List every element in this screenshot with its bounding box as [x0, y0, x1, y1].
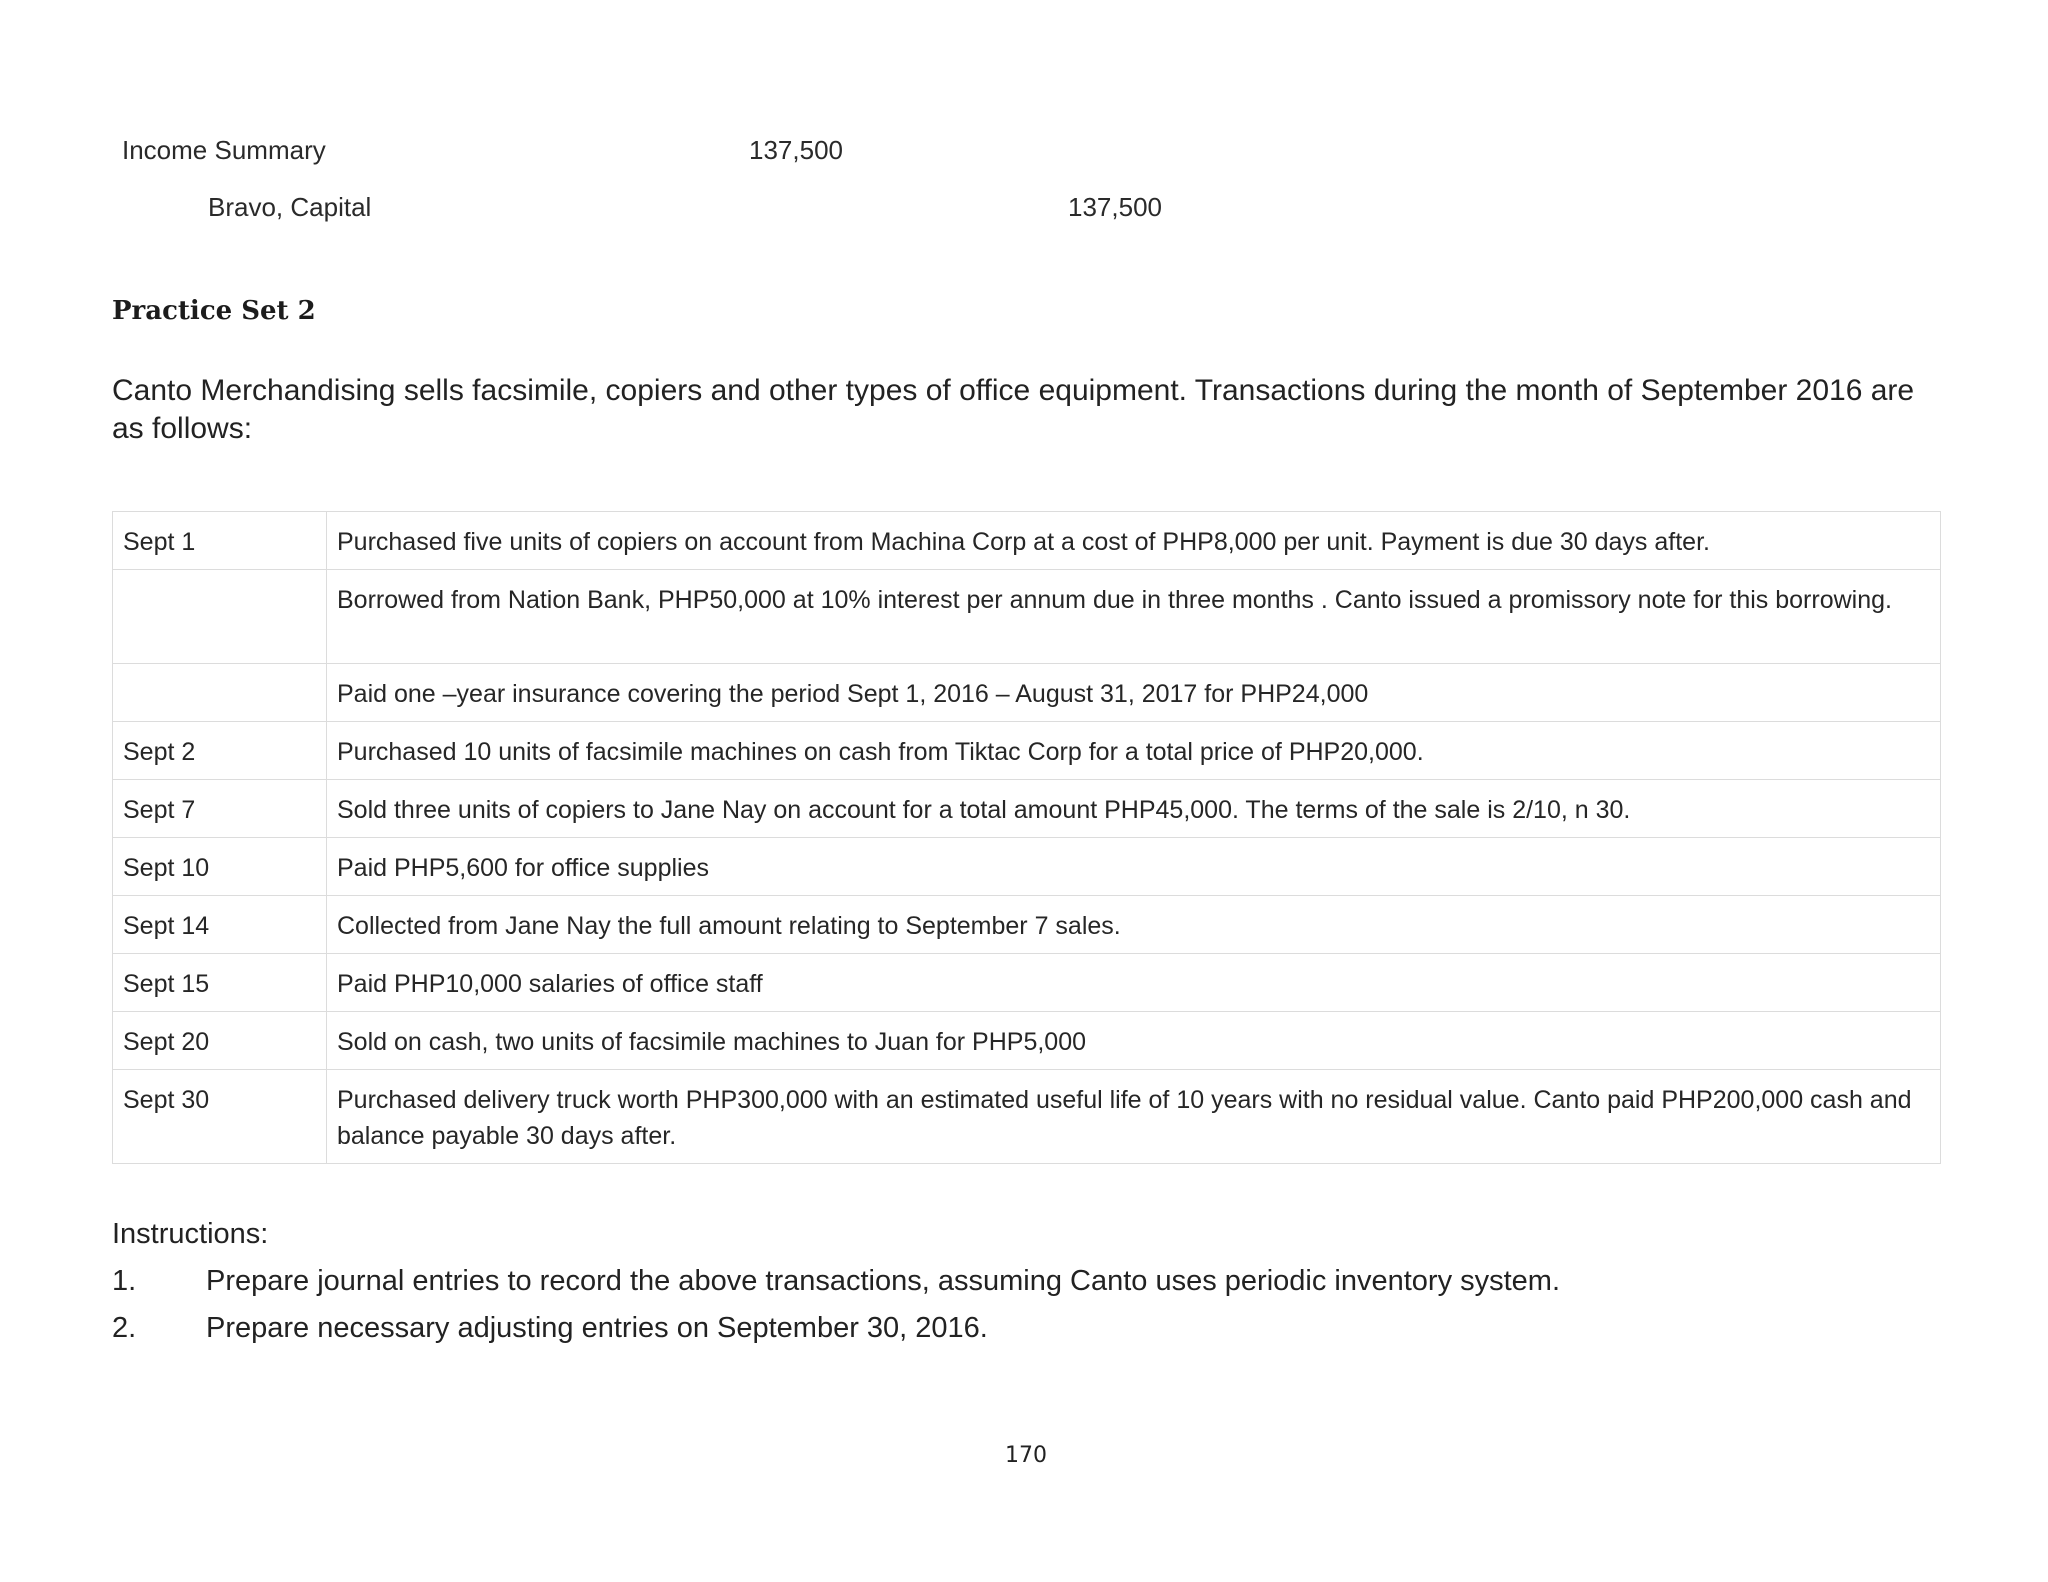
table-row [113, 838, 1941, 896]
table-row [113, 664, 1941, 722]
table-row [113, 570, 1941, 664]
table-row [113, 1070, 1941, 1164]
transaction-date: Sept 10 [113, 838, 327, 896]
transaction-description: Collected from Jane Nay the full amount relating to September 7 sales. [327, 896, 1941, 954]
journal-debit-account: Income Summary [122, 135, 326, 165]
journal-credit-account: Bravo, Capital [208, 192, 372, 222]
transaction-description: Purchased delivery truck worth PHP300,000 with an estimated useful life of 10 years with no residual value. Canto paid PHP200,000 cash and balance payable 30 days after. [327, 1070, 1941, 1164]
instruction-text: Prepare necessary adjusting entries on September 30, 2016. [206, 1312, 988, 1344]
transaction-description: Paid PHP10,000 salaries of office staff [327, 954, 1941, 1012]
transaction-description: Borrowed from Nation Bank, PHP50,000 at 10% interest per annum due in three months . Canto issued a promissory note for this borrowing. [327, 570, 1941, 664]
transaction-date: Sept 15 [113, 954, 327, 1012]
table-row [113, 512, 1941, 570]
transaction-description: Paid PHP5,600 for office supplies [327, 838, 1941, 896]
transaction-date: Sept 1 [113, 512, 327, 570]
transaction-date: Sept 2 [113, 722, 327, 780]
instruction-number: 1. [112, 1265, 137, 1297]
transaction-description: Purchased five units of copiers on account from Machina Corp at a cost of PHP8,000 per unit. Payment is due 30 days after. [327, 512, 1941, 570]
table-row [113, 780, 1941, 838]
transaction-date [113, 570, 327, 664]
table-row [113, 896, 1941, 954]
instruction-number: 2. [112, 1312, 137, 1344]
transaction-date: Sept 7 [113, 780, 327, 838]
transaction-date: Sept 20 [113, 1012, 327, 1070]
transaction-description: Sold three units of copiers to Jane Nay on account for a total amount PHP45,000. The terms of the sale is 2/10, n 30. [327, 780, 1941, 838]
transaction-description: Purchased 10 units of facsimile machines on cash from Tiktac Corp for a total price of PHP20,000. [327, 722, 1941, 780]
transaction-date: Sept 30 [113, 1070, 327, 1164]
instruction-text: Prepare journal entries to record the above transactions, assuming Canto uses periodic inventory system. [206, 1265, 1561, 1297]
page-number: 170 [1005, 1443, 1047, 1468]
transaction-description: Paid one –year insurance covering the period Sept 1, 2016 – August 31, 2017 for PHP24,000 [327, 664, 1941, 722]
journal-debit-amount: 137,500 [749, 135, 843, 165]
table-row [113, 1012, 1941, 1070]
table-row [113, 954, 1941, 1012]
transaction-date: Sept 14 [113, 896, 327, 954]
practice-set-heading: Practice Set 2 [112, 296, 316, 326]
journal-credit-amount: 137,500 [1068, 192, 1162, 222]
transactions-table [112, 511, 1941, 1164]
transaction-description: Sold on cash, two units of facsimile machines to Juan for PHP5,000 [327, 1012, 1941, 1070]
table-row [113, 722, 1941, 780]
practice-set-intro: Canto Merchandising sells facsimile, copiers and other types of office equipment. Transactions during the month of September 2016 are as follows: [112, 374, 1915, 445]
transaction-date [113, 664, 327, 722]
instructions-title: Instructions: [112, 1218, 269, 1250]
